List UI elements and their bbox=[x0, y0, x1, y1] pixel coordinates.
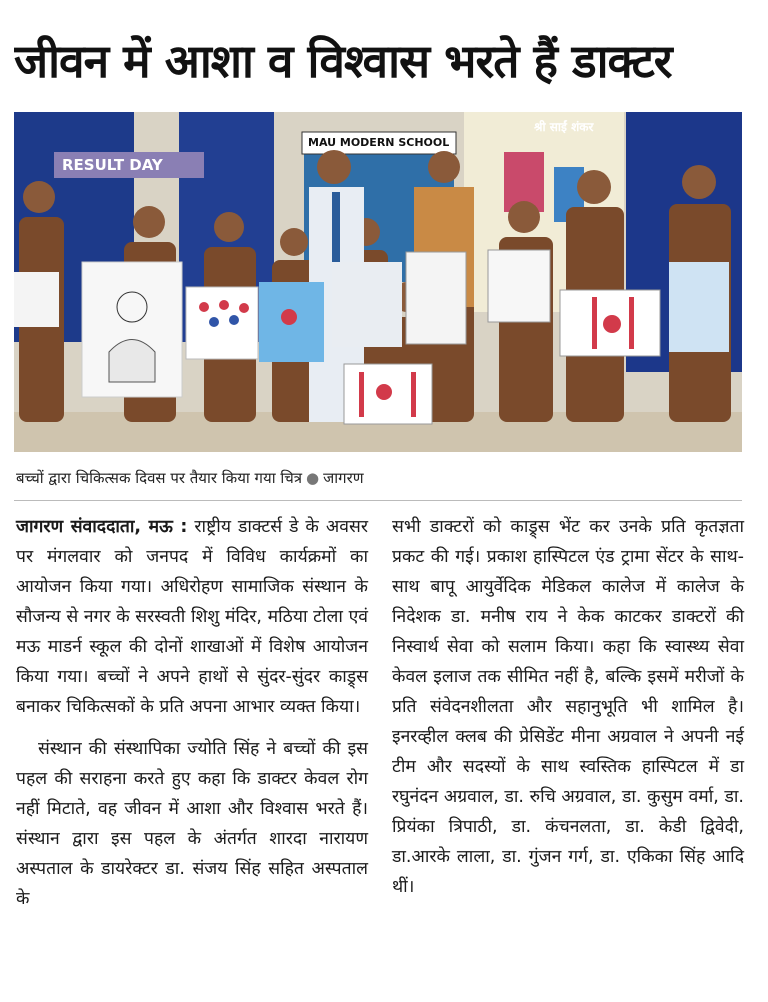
byline: जागरण संवाददाता, मऊ : bbox=[16, 517, 188, 537]
school-sign: MAU MODERN SCHOOL bbox=[308, 136, 450, 149]
article-paragraph-2: संस्थान की संस्थापिका ज्योति सिंह ने बच्चों की इस पहल की सराहना करते हुए कहा कि डाक्टर केवल रोग नहीं मिटाते, वह जीवन में आशा और विश्वास भरते हैं। संस्थान द्वारा इस पहल के अंतर्गत शारदा नारायण अस्पताल के डायरेक्टर डा. संजय सिंह सहित अस्पताल के bbox=[16, 739, 368, 909]
caption-dot-icon: ● bbox=[306, 469, 320, 487]
divider bbox=[14, 500, 742, 501]
article-column-right bbox=[392, 512, 744, 902]
paragraph-1-text: राष्ट्रीय डाक्टर्स डे के अवसर पर मंगलवार को जनपद में विविध कार्यक्रमों का आयोजन किया गया। अधिरोहण सामाजिक संस्थान के सौजन्य से नगर के सरस्वती शिशु मंदिर, मठिया टोला एवं मऊ माडर्न स्कूल की दोनों शाखाओं में विशेष आयोजन किया गया। बच्चों ने अपने हाथों से सुंदर-सुंदर काड्र्स बनाकर चिकित्सकों के प्रति अपना आभार व्यक्त किया। bbox=[16, 517, 368, 717]
article-column-left bbox=[16, 512, 368, 914]
poster-sign: श्री साईं शंकर bbox=[534, 120, 594, 134]
news-photo bbox=[14, 112, 742, 452]
result-day-banner: RESULT DAY bbox=[62, 156, 163, 174]
caption-credit: जागरण bbox=[323, 469, 364, 487]
article-paragraph-1 bbox=[16, 512, 368, 722]
headline: जीवन में आशा व विश्वास भरते हैं डाक्टर bbox=[14, 34, 672, 88]
caption-text: बच्चों द्वारा चिकित्सक दिवस पर तैयार किया गया चित्र bbox=[16, 469, 303, 487]
photo-caption bbox=[16, 466, 736, 490]
article-paragraph-3: सभी डाक्टरों को काड्र्स भेंट कर उनके प्रति कृतज्ञता प्रकट की गई। प्रकाश हास्पिटल एंड ट्रामा सेंटर के साथ-साथ बापू आयुर्वेदिक मेडिकल कालेज में कालेज के निदेशक डा. मनीष राय ने केक काटकर डाक्टरों की निस्वार्थ सेवा को सलाम किया। कहा कि स्वास्थ्य सेवा केवल इलाज तक सीमित नहीं है, बल्कि इसमें मरीजों के प्रति संवेदनशीलता और सहानुभूति भी शामिल है। इनरव्हील क्लब की प्रेसिडेंट मीना अग्रवाल ने अपनी नई टीम और सदस्यों के साथ स्वस्तिक हास्पिटल में डा रघुनंदन अग्रवाल, डा. रुचि अग्रवाल, डा. कुसुम वर्मा, डा. प्रियंका त्रिपाठी, डा. कंचनलता, डा. केडी द्विवेदी, डा.आरके लाला, डा. गुंजन गर्ग, डा. एकिका सिंह आदि थीं। bbox=[392, 517, 744, 897]
